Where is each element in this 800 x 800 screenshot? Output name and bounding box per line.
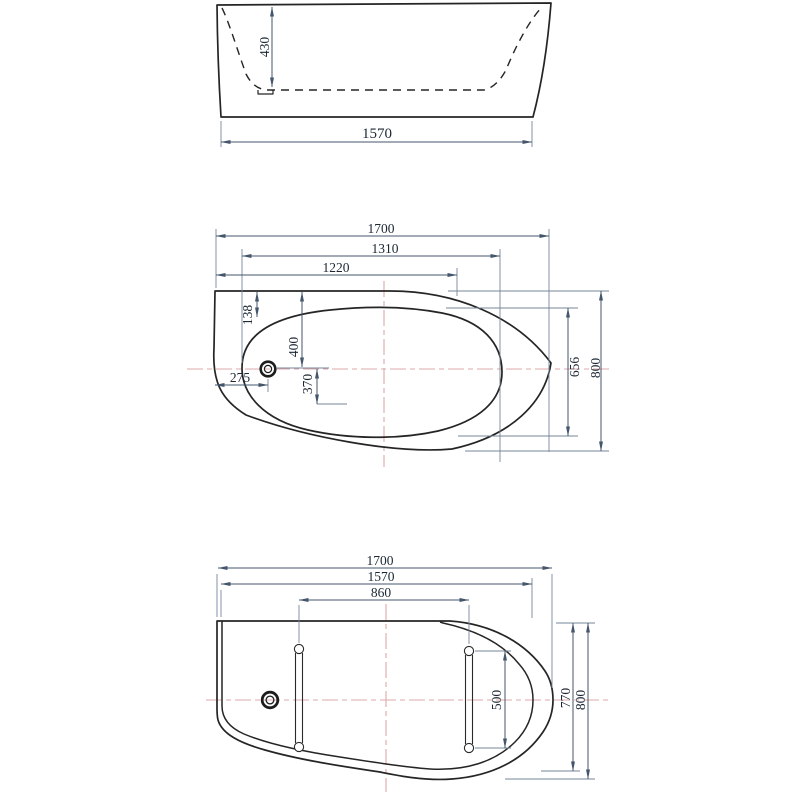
dim-text-base-length: 1570 bbox=[367, 569, 395, 584]
rail-end-cap bbox=[464, 743, 473, 752]
dim-text-rim-inset: 138 bbox=[240, 304, 255, 326]
dim-text-rail-length: 500 bbox=[489, 689, 504, 711]
dim-text-inner-width: 656 bbox=[567, 356, 582, 378]
tub-front-outline bbox=[217, 3, 551, 117]
rail-end-cap bbox=[294, 644, 303, 653]
dim-text-left-length: 1220 bbox=[322, 260, 350, 275]
tub-bottom-base-outline bbox=[222, 621, 533, 769]
bottom-view bbox=[206, 553, 610, 792]
dim-text-drain-from-top: 400 bbox=[286, 336, 301, 358]
rail-end-cap bbox=[464, 646, 473, 655]
dim-text-inner-length: 1310 bbox=[371, 241, 399, 256]
front-elevation-view bbox=[217, 3, 551, 147]
dim-text-overall-width: 800 bbox=[573, 689, 588, 711]
dim-text-base-width: 770 bbox=[558, 687, 573, 709]
dim-text-overall-length: 1700 bbox=[367, 221, 395, 236]
top-plan-view bbox=[187, 221, 612, 467]
rail-end-cap bbox=[294, 742, 303, 751]
left-support-rail bbox=[294, 644, 303, 751]
dim-text-base-length: 1570 bbox=[362, 126, 392, 142]
dim-text-overall-length: 1700 bbox=[366, 553, 394, 568]
dim-text-drain-to-bottom: 370 bbox=[300, 373, 315, 395]
dim-text-rail-spacing: 860 bbox=[370, 585, 392, 600]
dim-text-drain-from-left: 275 bbox=[229, 370, 251, 385]
dim-text-depth: 430 bbox=[257, 36, 272, 58]
dim-text-overall-width: 800 bbox=[588, 357, 603, 379]
